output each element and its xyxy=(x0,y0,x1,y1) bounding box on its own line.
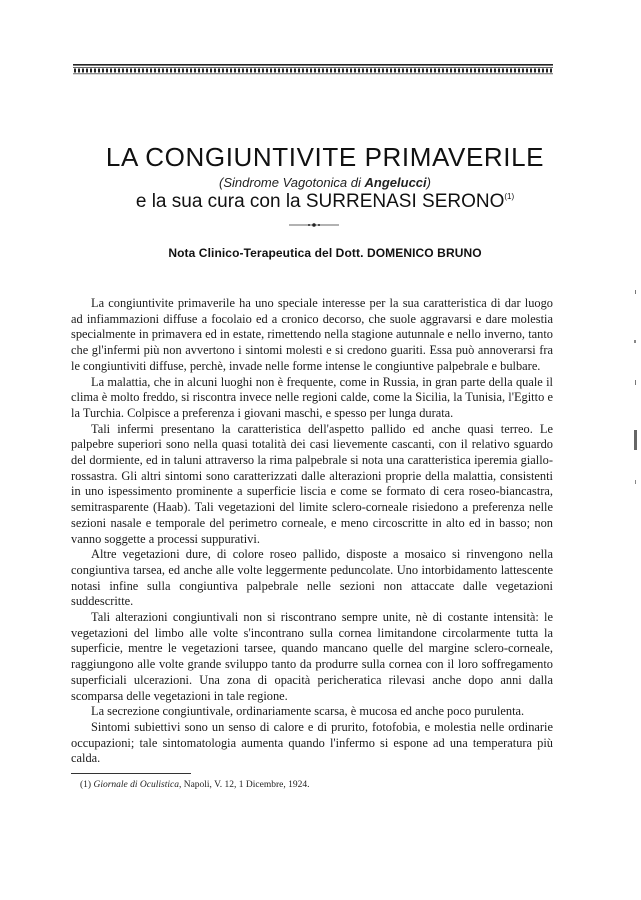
footnote-ref: (1) xyxy=(504,192,515,201)
article-body xyxy=(71,296,553,767)
subtitle-author: Angelucci xyxy=(364,175,427,190)
paragraph: Sintomi subiettivi sono un senso di calore e di prurito, fotofobia, e molestia nelle ordinarie occupazioni; tale sintomatologia aumenta quando l'infermo si espone ad una temperatura più calda. xyxy=(71,719,553,766)
article-cure-line: e la sua cura con la SURRENASI SERONO$^{(1)}$ xyxy=(135,191,515,212)
paragraph: La secrezione congiuntivale, ordinariamente scarsa, è mucosa ed anche poco purulenta. xyxy=(91,704,525,719)
paragraph: Tali infermi presentano la caratteristica dell'aspetto pallido ed anche quasi terreo. Le palpebre superiori sono nella quasi totalità dei casi lievemente cascanti, con il relativo sguardo del dormiente, ed in taluni attraverso la rima palpebrale si nota una caratteristica iperemia giallo-rossastra. Gli altri sintomi sono caratterizzati dalle alterazioni proprie della malattia, consistenti in uno ispessimento prominente a superficie liscia e come se formato di cera roseo-biancastra, semitrasparente (Haab). Tali vegetazioni del limite sclero-corneale risiedono a preferenza nelle sezioni nasale e temporale del perimetro corneale, e meno circoscritte in alto ed in basso; non vanno soggette a processi suppurativi. xyxy=(71,421,553,546)
article-subtitle: (Sindrome Vagotonica di Angelucci) xyxy=(219,175,431,190)
paragraph: La congiuntivite primaverile ha uno speciale interesse per la sua caratteristica di dar luogo ad infiammazioni diffuse a focolaio ed a cronico decorso, che suole aggravarsi e dare molestia specialmente in primavera ed in estate, rimettendo nella stagione autunnale e nello inverno, tanto che gl'infermi più non avvertono i sintomi molesti e si credono guariti. Essa può annoverarsi fra le congiuntiviti diffuse, perchè, invade nelle forme intense le congiuntive palpebrale e bulbare. xyxy=(71,296,553,373)
section-ornament xyxy=(289,222,339,228)
footnote: (1) Giornale di Oculistica, Napoli, V. 12, 1 Dicembre, 1924. xyxy=(80,780,310,790)
decorative-border xyxy=(73,64,553,76)
paragraph: Tali alterazioni congiuntivali non si riscontrano sempre unite, nè di costante intensità: le vegetazioni del limbo alle volte s'incontrano sulla cornea limitandone circolarmente tutta la superficie, mentre le vegetazioni tarsee, quando mancano quelle del margine sclero-corneale, raggiungono alle volte grande sviluppo tanto da produrre sulla cornea con il loro soffregamento superficiali ulcerazioni. Una zona di opacità pericheratica rilevasi anche dopo anni dalla scomparsa delle vegetazioni in tale regione. xyxy=(71,610,553,703)
article-title: LA CONGIUNTIVITE PRIMAVERILE xyxy=(105,142,545,172)
scan-edge-marks xyxy=(632,280,640,500)
paragraph: La malattia, che in alcuni luoghi non è frequente, come in Russia, in gran parte della quale il clima è molto freddo, si riscontra invece nelle regioni calde, come la Sicilia, la Tunisia, l'Egitto e la Turchia. Colpisce a preferenza i giovani maschi, e spesso per lunga durata. xyxy=(71,374,553,420)
footnote-rule xyxy=(71,773,191,774)
footnote-journal: Giornale di Oculistica xyxy=(93,780,179,790)
article-byline: Nota Clinico-Terapeutica del Dott. DOMENICO BRUNO xyxy=(168,246,482,260)
paragraph: Altre vegetazioni dure, di colore roseo pallido, disposte a mosaico si rinvengono nella congiuntiva tarsea, ed anche alle volte leggermente peduncolate. Uno intorbidamento lattescente notasi infine sulla congiuntiva palpebrale nelle sezioni non attaccate dalle vegetazioni suddescritte. xyxy=(71,547,553,609)
